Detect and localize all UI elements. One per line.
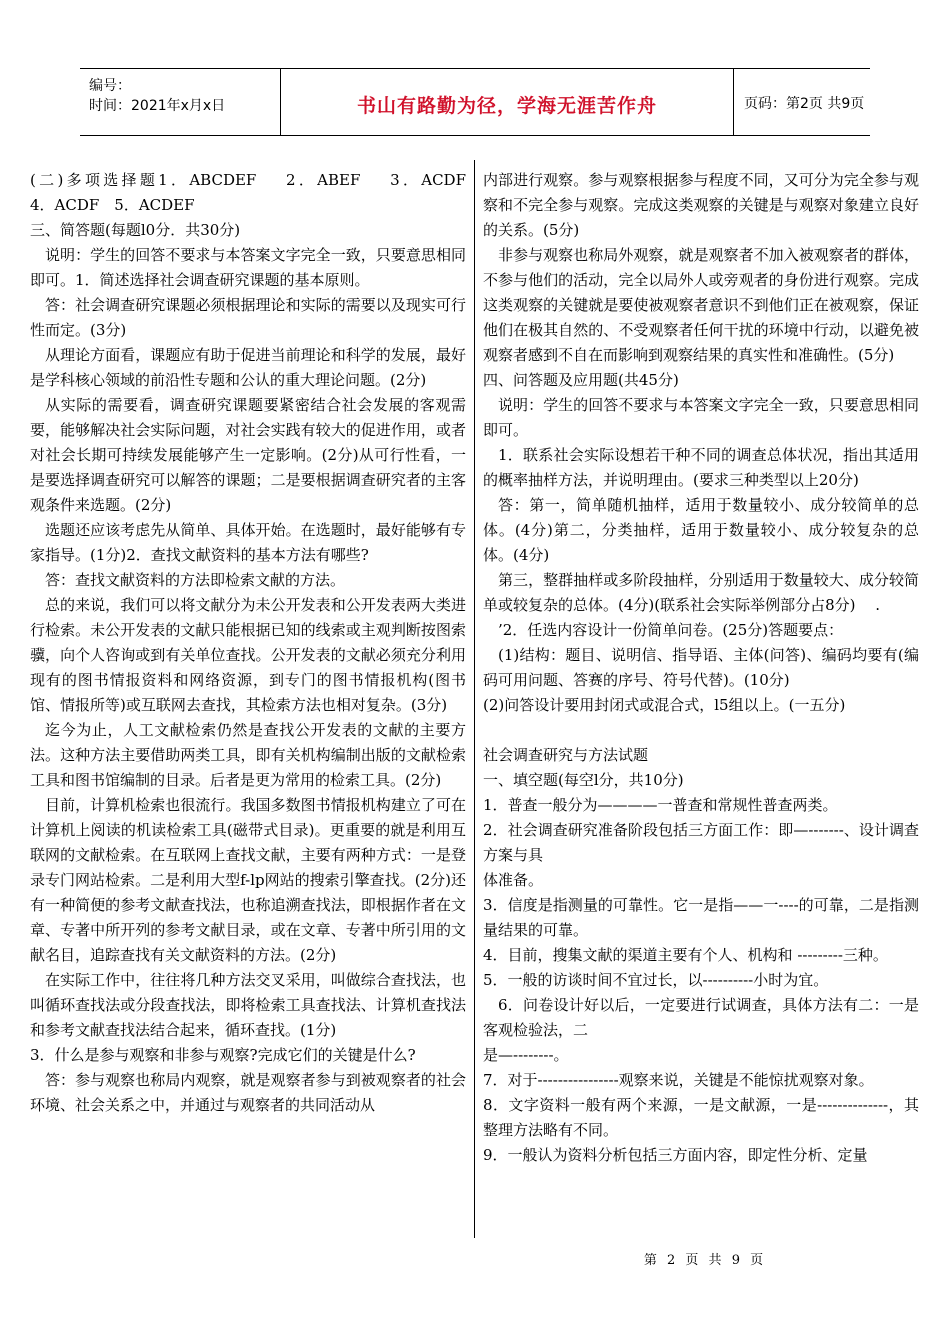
section-heading: 四、问答题及应用题(共45分) [483, 371, 679, 389]
paragraph: 答：参与观察也称局内观察，就是观察者参与到被观察者的社会环境、社会关系之中，并通过与观察者的共同活动从 [30, 1071, 466, 1114]
paragraph: (二)多项选择题1．ABCDEF 2．ABEF 3．ACDF [30, 171, 466, 189]
right-column [483, 168, 919, 1168]
fill-blank-item: 体准备。 [483, 871, 544, 889]
paragraph: 答：社会调查研究课题必须根据理论和实际的需要以及现实可行性而定。(3分) [30, 296, 466, 339]
column-divider [474, 160, 475, 1238]
left-column [30, 168, 466, 1118]
header-page-cell [732, 69, 870, 135]
paragraph: 目前，计算机检索也很流行。我国多数图书情报机构建立了可在计算机上阅读的机读检索工具(磁带式目录)。更重要的就是利用互联网的文献检索。在互联网上查找文献，主要有两种方式：一是登录专门网站检索。二是利用大型f-lp网站的搜索引擎查找。(2分)还有一种简便的参考文献查找法，也称追溯查找法，即根据作者在文章、专著中所开列的参考文献目录，或在文章、专著中所引用的文献名目，追踪查找有关文献资料的方法。(2分) [30, 796, 466, 964]
exam-title: 社会调查研究与方法试题 [483, 746, 649, 764]
paragraph: 选题还应该考虑先从简单、具体开始。在选题时，最好能够有专家指导。(1分)2．查找文献资料的基本方法有哪些? [30, 521, 466, 564]
question-heading: 3．什么是参与观察和非参与观察?完成它们的关键是什么? [30, 1046, 416, 1064]
section-heading: 一、填空题(每空l分，共10分) [483, 771, 684, 789]
fill-blank-item: 4．目前，搜集文献的渠道主要有个人、机构和 ---------三种。 [483, 946, 888, 964]
paragraph: 答：第一，简单随机抽样，适用于数量较小、成分较简单的总体。(4分)第二，分类抽样，适用于数量较小、成分较复杂的总体。(4分) [483, 496, 919, 564]
header-motto: 书山有路勤为径，学海无涯苦作舟 [356, 95, 657, 117]
fill-blank-item: 9．一般认为资料分析包括三方面内容，即定性分析、定量 [483, 1146, 868, 1164]
fill-blank-item: 3．信度是指测量的可靠性。它一是指——一----的可靠，二是指测量结果的可靠。 [483, 896, 919, 939]
fill-blank-item: 7．对于----------------观察来说，关键是不能惊扰观察对象。 [483, 1071, 874, 1089]
paragraph: 说明：学生的回答不要求与本答案文字完全一致，只要意思相同即可。 [483, 396, 919, 439]
document-date: 时间：2021年x月x日 [89, 98, 226, 114]
paragraph: 4．ACDF 5．ACDEF [30, 196, 195, 214]
fill-blank-item: 1．普查一般分为————一普查和常规性普查两类。 [483, 796, 838, 814]
paragraph: 1．联系社会实际设想若干种不同的调查总体状况，指出其适用的概率抽样方法，并说明理由。(要求三种类型以上20分) [483, 446, 919, 489]
paragraph: (2)问答设计要用封闭式或混合式，l5组以上。(一五分) [483, 696, 846, 714]
paragraph: 迄今为止，人工文献检索仍然是查找公开发表的文献的主要方法。这种方法主要借助两类工具，即有关机构编制出版的文献检索工具和图书馆编制的目录。后者是更为常用的检索工具。(2分) [30, 721, 466, 789]
paragraph: 内部进行观察。参与观察根据参与程度不同，又可分为完全参与观察和不完全参与观察。完成这类观察的关键是与观察对象建立良好的关系。(5分) [483, 171, 919, 239]
page-footer: 第 2 页 共 9 页 [643, 1253, 767, 1268]
fill-blank-item: 2．社会调查研究准备阶段包括三方面工作：即—-------、设计调查方案与具 [483, 821, 919, 864]
blank-line [483, 718, 919, 743]
header-motto-cell [280, 69, 734, 135]
header-page-number: 页码：第2页 共9页 [744, 96, 865, 112]
paragraph: 从实际的需要看，调查研究课题要紧密结合社会发展的客观需要，能够解决社会实际问题，对社会实践有较大的促进作用，或者对社会长期可持续发展能够产生一定影响。(2分)从可行性看，一是要选择调查研究可以解答的课题；二是要根据调查研究者的主客观条件来选题。(2分) [30, 396, 466, 514]
paragraph: (1)结构：题目、说明信、指导语、主体(问答)、编码均要有(编码可用问题、答赛的序号、符号代替)。(10分) [483, 646, 919, 689]
page-header [80, 68, 870, 136]
paragraph: ’2．任选内容设计一份简单问卷。(25分)答题要点： [498, 621, 844, 639]
paragraph: 在实际工作中，往往将几种方法交叉采用，叫做综合查找法，也叫循环查找法或分段查找法，即将检索工具查找法、计算机查找法和参考文献查找法结合起来，循环查找。(1分) [30, 971, 466, 1039]
fill-blank-item: 5．一般的访谈时间不宜过长，以----------小时为宜。 [483, 971, 829, 989]
fill-blank-item: 6．问卷设计好以后，一定要进行试调查，具体方法有二：一是客观检验法，二 [483, 996, 919, 1039]
section-heading: 三、简答题(每题l0分．共30分) [30, 221, 241, 239]
fill-blank-item: 是—--------。 [483, 1046, 569, 1064]
paragraph: 说明：学生的回答不要求与本答案文字完全一致，只要意思相同即可。1．简述选择社会调查研究课题的基本原则。 [30, 246, 466, 289]
paragraph: 总的来说，我们可以将文献分为未公开发表和公开发表两大类进行检索。未公开发表的文献只能根据已知的线索或主观判断按图索骥，向个人咨询或到有关单位查找。公开发表的文献必须充分利用现有的图书情报资料和网络资源，到专门的图书情报机构(图书馆、情报所等)或互联网去查找，其检索方法也相对复杂。(3分) [30, 596, 466, 714]
fill-blank-item: 8．文字资料一般有两个来源，一是文献源，一是--------------，其整理方法略有不同。 [483, 1096, 919, 1139]
header-meta [80, 69, 280, 135]
paragraph: 答：查找文献资料的方法即检索文献的方法。 [45, 571, 346, 589]
document-number: 编号： [89, 78, 131, 94]
paragraph: 第三，整群抽样或多阶段抽样，分别适用于数量较大、成分较简单或较复杂的总体。(4分)(联系社会实际举例部分占8分) . [483, 571, 919, 614]
paragraph: 非参与观察也称局外观察，就是观察者不加入被观察者的群体，不参与他们的活动，完全以局外人或旁观者的身份进行观察。完成这类观察的关键就是要使被观察者意识不到他们正在被观察，保证他们在极其自然的、不受观察者任何干扰的环境中行动，以避免被观察者感到不自在而影响到观察结果的真实性和准确性。(5分) [483, 246, 919, 364]
paragraph: 从理论方面看，课题应有助于促进当前理论和科学的发展，最好是学科核心领域的前沿性专题和公认的重大理论问题。(2分) [30, 346, 466, 389]
